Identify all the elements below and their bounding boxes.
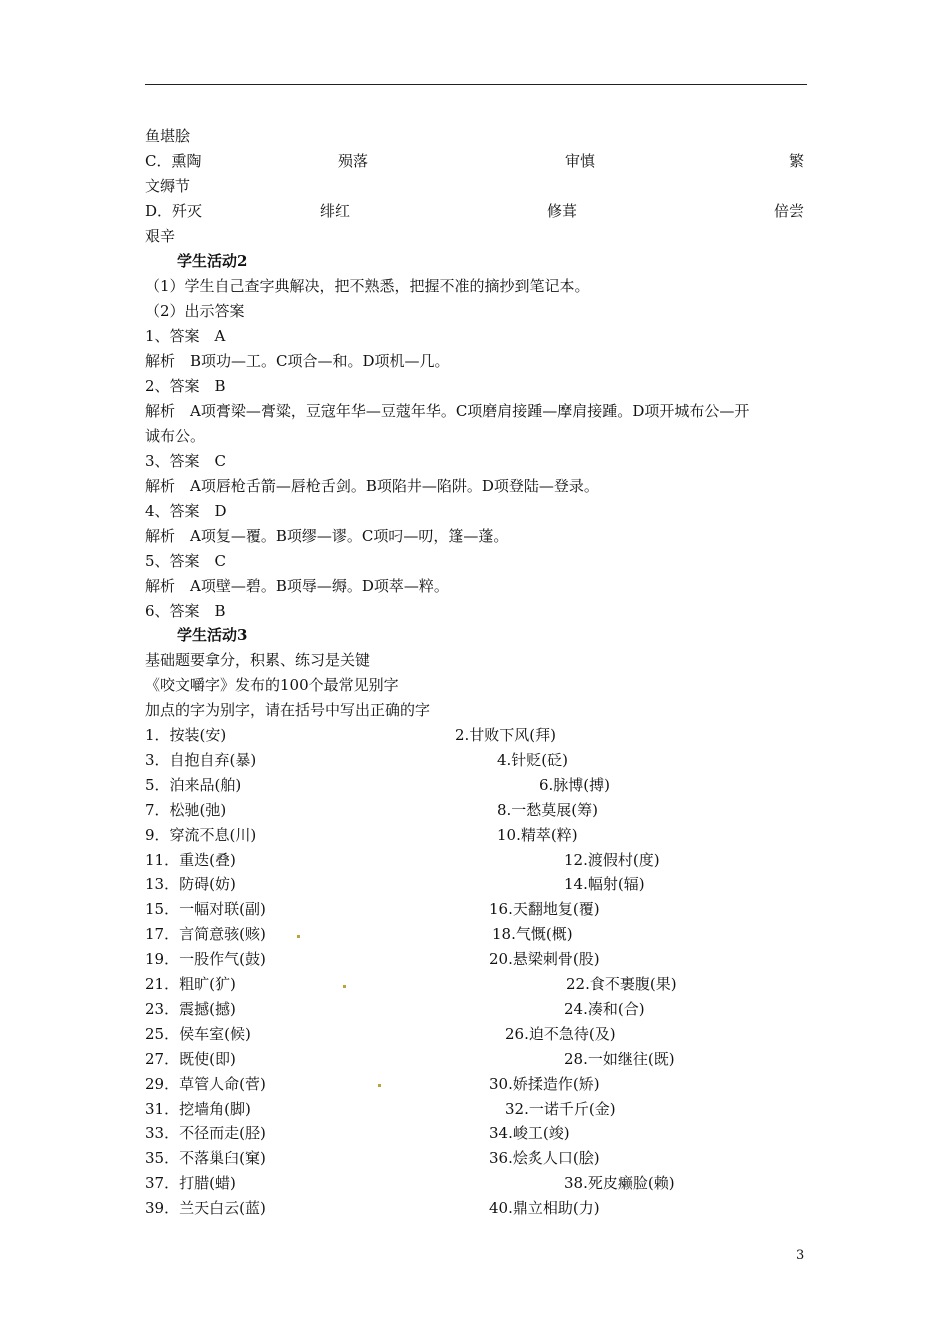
decorative-dot <box>297 935 300 938</box>
option-d-item: 修葺 <box>547 202 578 220</box>
option-c-item: 繁 <box>789 152 805 170</box>
answer-line: 解析 A项壁—碧。B项辱—缛。D项萃—粹。 <box>145 577 449 595</box>
answer-line: 4、答案 D <box>145 502 227 520</box>
word-pair-left: 1．按装(安) <box>145 726 227 744</box>
word-pair-right: 30.娇揉造作(矫) <box>489 1074 600 1093</box>
answer-line: 6、答案 B <box>145 602 226 620</box>
word-pair-left: 9．穿流不息(川) <box>145 825 257 844</box>
word-pair-right: 38.死皮癞脸(赖) <box>564 1174 675 1193</box>
word-pair-right: 10.精萃(粹) <box>497 825 578 844</box>
word-pair-left: 11．重迭(叠) <box>145 850 236 869</box>
text-line: 文缛节 <box>145 177 191 195</box>
decorative-dot <box>343 985 346 988</box>
activity2-heading: 学生活动2 <box>177 252 248 270</box>
word-pair-right: 6.脉博(搏) <box>539 775 611 794</box>
word-pair-left: 7．松驰(弛) <box>145 800 227 819</box>
word-pair-right: 32.一诺千斤(金) <box>505 1099 616 1118</box>
word-pair-right: 26.迫不急待(及) <box>505 1024 616 1043</box>
word-pair-right: 34.峻工(竣) <box>489 1124 570 1143</box>
word-pair-left: 31．挖墙角(脚) <box>145 1099 251 1118</box>
word-pair-right: 22.食不裹腹(果) <box>566 975 677 993</box>
word-pair-left: 3．自抱自弃(暴) <box>145 750 257 769</box>
activity3-intro: 加点的字为别字，请在括号中写出正确的字 <box>145 701 431 719</box>
word-pair-right: 18.气慨(概) <box>492 925 573 944</box>
option-c-item: 殒落 <box>338 152 369 170</box>
option-c-item: C．熏陶 <box>145 152 202 170</box>
activity3-intro: 基础题要拿分，积累、练习是关键 <box>145 651 371 669</box>
word-pair-right: 24.凑和(合) <box>564 999 645 1018</box>
word-pair-left: 17．言简意骇(赅) <box>145 925 266 944</box>
option-d-item: 倍尝 <box>774 202 805 220</box>
word-pair-right: 20.悬梁刺骨(股) <box>489 950 600 969</box>
answer-line: 2、答案 B <box>145 377 226 395</box>
answer-line: 解析 A项复—覆。B项缪—谬。C项叼—叨，篷—蓬。 <box>145 527 509 545</box>
activity3-intro: 《咬文嚼字》发布的100个最常见别字 <box>145 676 399 694</box>
word-pair-left: 27．既使(即) <box>145 1049 236 1068</box>
word-pair-right: 16.天翻地复(覆) <box>489 900 600 919</box>
option-d-item: 绯红 <box>320 202 351 220</box>
word-pair-right: 12.渡假村(度) <box>564 850 660 869</box>
answer-line: 解析 A项膏梁—膏粱，豆寇年华—豆蔻年华。C项磨肩接踵—摩肩接踵。D项开城布公—开 <box>145 402 750 420</box>
answer-line: 1、答案 A <box>145 327 226 345</box>
word-pair-right: 4.针贬(砭) <box>497 750 569 769</box>
word-pair-right: 14.幅射(辐) <box>564 875 645 894</box>
word-pair-left: 25．侯车室(候) <box>145 1024 251 1043</box>
word-pair-left: 19．一股作气(鼓) <box>145 950 266 969</box>
word-pair-left: 29．草管人命(菅) <box>145 1074 266 1093</box>
activity2-step: （1）学生自己查字典解决，把不熟悉，把握不准的摘抄到笔记本。 <box>145 277 590 295</box>
word-pair-left: 21．粗旷(犷) <box>145 975 236 993</box>
option-d-item: D．歼灭 <box>145 202 203 220</box>
answer-line: 3、答案 C <box>145 452 227 470</box>
word-pair-left: 15．一幅对联(副) <box>145 900 266 919</box>
decorative-dot <box>378 1084 381 1087</box>
answer-line: 诚布公。 <box>145 427 206 445</box>
word-pair-right: 40.鼎立相助(力) <box>489 1199 600 1218</box>
activity3-heading: 学生活动3 <box>177 626 248 644</box>
word-pair-left: 33．不径而走(胫) <box>145 1124 266 1143</box>
word-pair-right: 2.甘败下风(拜) <box>455 726 557 744</box>
word-pair-left: 39．兰天白云(蓝) <box>145 1199 266 1218</box>
option-c-item: 审慎 <box>565 152 596 170</box>
answer-line: 5、答案 C <box>145 552 227 570</box>
word-pair-right: 28.一如继往(既) <box>564 1049 675 1068</box>
word-pair-left: 13．防碍(妨) <box>145 875 236 894</box>
word-pair-left: 5．泊来品(舶) <box>145 775 242 794</box>
word-pair-left: 23．震撼(撼) <box>145 999 236 1018</box>
text-line: 艰辛 <box>145 227 176 245</box>
answer-line: 解析 A项唇枪舌箭—唇枪舌剑。B项陷井—陷阱。D项登陆—登录。 <box>145 477 599 495</box>
activity2-step: （2）出示答案 <box>145 302 245 320</box>
page-number: 3 <box>796 1248 805 1263</box>
word-pair-right: 8.一愁莫展(筹) <box>497 800 599 819</box>
answer-line: 解析 B项功—工。C项合—和。D项机—几。 <box>145 352 450 370</box>
text-line: 鱼堪脍 <box>145 127 191 145</box>
word-pair-left: 37．打腊(蜡) <box>145 1174 236 1193</box>
header-rule <box>145 84 807 85</box>
word-pair-left: 35．不落巢臼(窠) <box>145 1149 266 1168</box>
word-pair-right: 36.烩炙人口(脍) <box>489 1149 600 1168</box>
